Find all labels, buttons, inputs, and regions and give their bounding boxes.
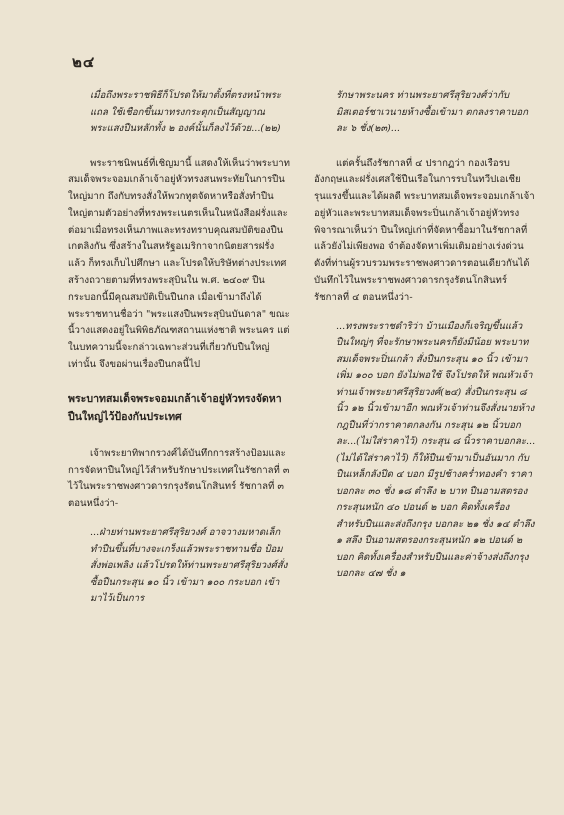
quote-royal-writing: เมื่อถึงพระราชพิธีก็โปรดให้มาตั้งที่ตรงหน้าพระแถล ใช้เชือกขึ้นมาทรงกระตุกเป็นสัญญาณ พระแสงปืนหลักทั้ง ๒ องค์นั้นก็ลงไว้ด้วย...(๒๒) — [90, 90, 282, 134]
right-column — [314, 88, 536, 601]
quote-chronicle-reign-3: ...ฝ่ายท่านพระยาศรีสุริยวงศ์ อาจวางมหาดเล็ก ทำปืนขึ้นที่บางจะเกร็งแล้วพระราชทานชื่อ ป้อมสั่งพ่อเพลิง แล้วโปรดให้ท่านพระยาศรีสุริยวงศ์สั่งซื้อปืนกระสุน ๑๐ นิ้ว เข้ามา ๑๐๐ กระบอก เข้ามาไว้เป็นการ — [90, 527, 288, 605]
paragraph-king-interest-in-cannons: พระราชนิพนธ์ที่เชิญมานี้ แสดงให้เห็นว่าพระบาทสมเด็จพระจอมเกล้าเจ้าอยู่หัวทรงสนพระทัยในการปืนใหญ่มาก ถึงกับทรงสั่งให้พวกทูตจัดหาหรือสั่งทำปืนใหญ่ตามตัวอย่างที่ทรงพระเนตรเห็นในหนังสือฝรั่งและต่อมาเมื่อทรงเห็นภาพและทรงทราบคุณสมบัติของปืนเกตลิงกัน ซึ่งสร้างในสหรัฐอเมริกาจากนิตยสารฝรั่งแล้ว ก็ทรงเก็บไปศึกษา และโปรดให้บริษัทต่างประเทศสร้างถวายตามที่ทรงพระสุบินใน พ.ศ. ๒๔๐๙ ปืนกระบอกนี้มีคุณสมบัติเป็นปืนกล เมื่อเข้ามาถึงได้พระราชทานชื่อว่า "พระแสงปืนพระสุบินบันดาล" ขณะนี้วางแสดงอยู่ในพิพิธภัณฑสถานแห่งชาติ พระนคร แต่ในบทความนี้จะกล่าวเฉพาะส่วนที่เกี่ยวกับปืนใหญ่เท่านั้น จึงขอผ่านเรื่องปืนกลนี้ไป — [68, 157, 290, 371]
quote-chronicle-continued: รักษาพระนคร ท่านพระยาศรีสุริยวงศ์ว่ากับมิสเตอร์ชาเวนายห้างซื้อเข้ามา ตกลงราคาบอกละ ๖ ชั่ง(๒๓)... — [336, 90, 528, 134]
left-column — [68, 88, 290, 626]
page-number: ๒๔ — [72, 53, 96, 71]
section-heading: พระบาทสมเด็จพระจอมเกล้าเจ้าอยู่หัวทรงจัดหาปืนใหญ่ไว้ป้องกันประเทศ — [68, 392, 282, 423]
paragraph-chaophraya-record: เจ้าพระยาทิพากรวงศ์ได้บันทึกการสร้างป้อมและการจัดหาปืนใหญ่ไว้สำหรับรักษาประเทศในรัชกาลที่ ๓ ไว้ในพระราชพงศาวดารกรุงรัตนโกสินทร์ รัชกาลที่ ๓ ตอนหนึ่งว่า- — [68, 447, 290, 510]
quote-chronicle-reign-4: ...ทรงพระราชดำริว่า บ้านเมืองก็เจริญขึ้นแล้ว ปืนใหญ่ๆ ที่จะรักษาพระนครก็ยังมีน้อย พระบาทสมเด็จพระปิ่นเกล้า สั่งปืนกระสุน ๑๐ นิ้ว เข้ามาเพิ่ม ๑๐๐ บอก ยังไม่พอใช้ จึงโปรดให้ พณหัวเจ้าท่านเจ้าพระยาศรีสุริยวงศ์(๒๔) สั่งปืนกระสุน ๘ นิ้ว ๑๒ นิ้วเข้ามาอีก พณหัวเจ้าท่านจึงสั่งนายห้างกฎปืนที่ว่ากราคาตกลงกัน กระสุน ๑๒ นิ้วบอกละ...(ไม่ใส่ราคาไว้) กระสุน ๘ นิ้วราคาบอกละ...(ไม่ได้ใส่ราคาไว้) ก็ให้ปืนเข้ามาเป็นอันมาก กับปืนเหล็กลังปีด ๔ บอก มีรูปช้างคร่ำทองคำ ราคาบอกละ ๓๐ ชั่ง ๑๘ ตำลึง ๒ บาท ปืนอามสตรองกระสุนหนัก ๔๐ ปอนด์ ๒ บอก คิดทั้งเครื่องสำหรับปืนและส่งถึงกรุง บอกละ ๒๑ ชั่ง ๑๔ ตำลึง ๑ สลึง ปืนอามสตรองกระสุนหนัก ๑๒ ปอนด์ ๒ บอก คิดทั้งเครื่องสำหรับปืนและค่าจ้างส่งถึงกรุง บอกละ ๔๗ ชั่ง ๑ — [336, 320, 536, 580]
paragraph-reign-4-warships: แต่ครั้นถึงรัชกาลที่ ๔ ปรากฏว่า กองเรือรบอังกฤษและฝรั่งเศสใช้ปืนเรือในการรบในทวีปเอเชียรุนแรงขึ้นและได้ผลดี พระบาทสมเด็จพระจอมเกล้าเจ้าอยู่หัวและพระบาทสมเด็จพระปิ่นเกล้าเจ้าอยู่หัวทรงพิจารณาเห็นว่า ปืนใหญ่เก่าที่จัดหาซื้อมาในรัชกาลที่แล้วยังไม่เพียงพอ จำต้องจัดหาเพิ่มเติมอย่างเร่งด่วน ดังที่ท่านผู้รวบรวมพระราชพงศาวดารตอนเดียวกันได้บันทึกไว้ในพระราชพงศาวดารกรุงรัตนโกสินทร์ รัชกาลที่ ๔ ตอนหนึ่งว่า- — [314, 157, 535, 303]
